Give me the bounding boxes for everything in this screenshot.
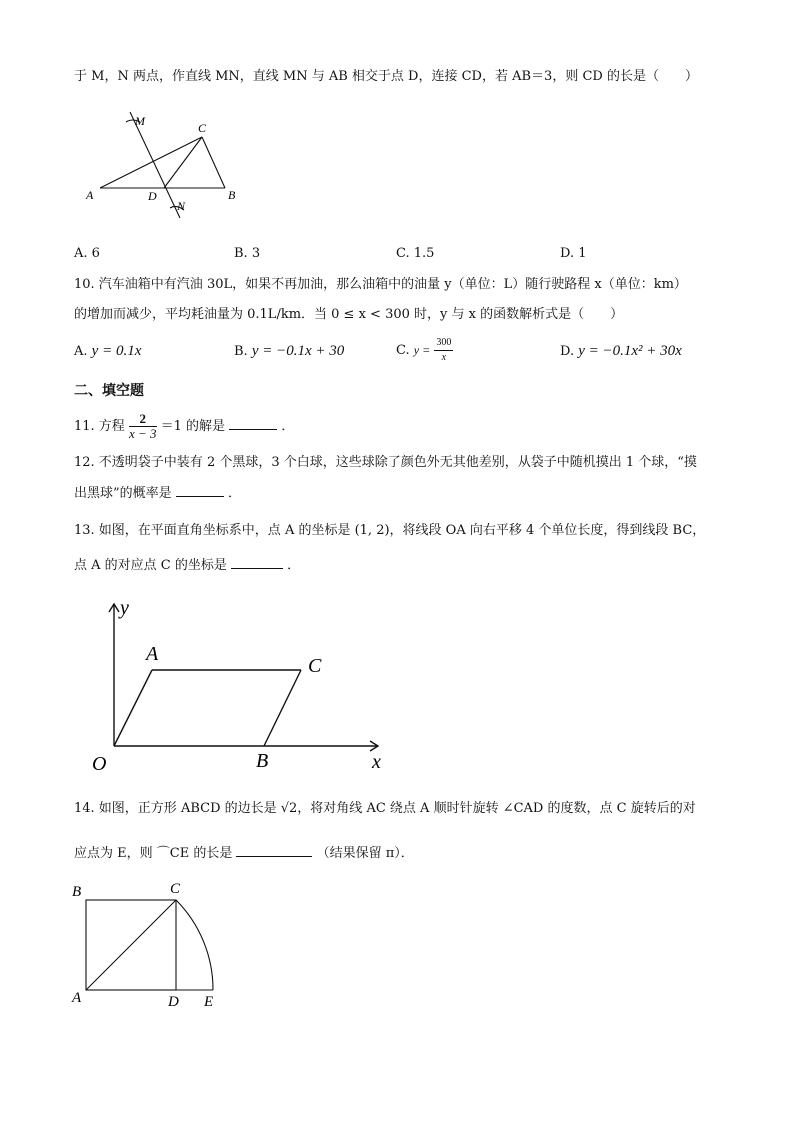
- label-b: B: [256, 750, 269, 772]
- label-e: E: [204, 994, 214, 1010]
- q9-figure: [80, 100, 250, 225]
- q10-option-d-label: D.: [560, 344, 575, 359]
- q11-denominator: x − 3: [128, 426, 157, 441]
- q10-option-b-label: B.: [234, 344, 248, 359]
- section-title: 二、填空题: [74, 383, 144, 399]
- q10-option-d-expr: y = −0.1x² + 30x: [578, 343, 682, 359]
- label-c: C: [308, 655, 322, 677]
- q11-suffix: ＝1 的解是: [160, 419, 226, 434]
- q10-option-c-denominator: x: [441, 352, 447, 363]
- q12-end: ．: [227, 486, 241, 501]
- q14-answer-blank[interactable]: [236, 844, 312, 857]
- q10-option-a-expr: y = 0.1x: [91, 343, 142, 359]
- q13-prefix: 点 A 的对应点 C 的坐标是: [74, 558, 227, 573]
- segment-cd: [164, 137, 202, 188]
- label-m: M: [135, 114, 145, 128]
- label-c: C: [170, 881, 181, 897]
- q14-figure: [64, 876, 234, 1016]
- q14-text-line1: 14. 如图，正方形 ABCD 的边长是 √2，将对角线 AC 绕点 A 顺时针旋转 ∠CAD 的度数，点 C 旋转后的对: [74, 801, 696, 816]
- label-o: O: [92, 753, 107, 775]
- label-d: D: [148, 189, 157, 203]
- q12-prefix: 出黑球”的概率是: [74, 486, 172, 501]
- q13-text-line1: 13. 如图，在平面直角坐标系中，点 A 的坐标是 (1, 2)，将线段 OA 向右平移 4 个单位长度，得到线段 BC，: [74, 523, 706, 538]
- segment-cb: [202, 137, 225, 188]
- label-c: C: [198, 121, 207, 135]
- q11-end: ．: [281, 419, 295, 434]
- q10-option-b-expr: y = −0.1x + 30: [251, 343, 345, 359]
- q10-option-c-label: C.: [396, 343, 410, 358]
- segment-oa: [114, 670, 152, 746]
- q12-text-line2: [74, 484, 241, 503]
- q10-option-a-label: A.: [74, 344, 88, 359]
- q14-suffix: （结果保留 π）．: [316, 846, 414, 861]
- q10-option-c-numerator: 300: [434, 336, 453, 351]
- label-b: B: [228, 188, 236, 202]
- q13-text-line2: [74, 556, 300, 575]
- q11-text: [74, 412, 294, 442]
- q10-option-c: [396, 336, 453, 365]
- q9-option-b: B. 3: [234, 246, 261, 261]
- axis-label-y: y: [120, 597, 129, 619]
- segment-ac: [100, 137, 202, 188]
- q14-prefix: 应点为 E，则 ⌒CE 的长是: [74, 846, 233, 861]
- label-d: D: [168, 994, 179, 1010]
- label-n: N: [177, 199, 186, 213]
- q13-answer-blank[interactable]: [231, 556, 283, 569]
- q10-text-line2: 的增加而减少，平均耗油量为 0.1L/km．当 0 ≤ x < 300 时，y 与 x 的函数解析式是（ ）: [74, 307, 624, 322]
- q14-text-line2: [74, 844, 414, 863]
- diagonal-ac: [86, 900, 176, 990]
- label-a: A: [146, 643, 159, 665]
- q11-answer-blank[interactable]: [229, 417, 277, 430]
- label-a: A: [72, 990, 82, 1006]
- q12-answer-blank[interactable]: [176, 484, 224, 497]
- q9-option-a: A. 6: [74, 246, 100, 261]
- q13-end: ．: [287, 558, 301, 573]
- q9-option-d: D. 1: [560, 246, 587, 261]
- q12-text-line1: 12. 不透明袋子中装有 2 个黑球，3 个白球，这些球除了颜色外无其他差别，从袋子中随机摸出 1 个球，“摸: [74, 455, 697, 470]
- label-b: B: [72, 884, 82, 900]
- q10-option-a: [74, 343, 141, 360]
- q10-option-c-lhs: y =: [413, 343, 431, 357]
- q10-text-line1: 10. 汽车油箱中有汽油 30L，如果不再加油，那么油箱中的油量 y（单位：L）随行驶路程 x（单位：km）: [74, 277, 687, 292]
- q10-option-d: [560, 343, 682, 360]
- q9-text: 于 M，N 两点，作直线 MN，直线 MN 与 AB 相交于点 D，连接 CD，若 AB＝3，则 CD 的长是（ ）: [74, 69, 698, 84]
- q10-option-b: [234, 343, 344, 360]
- axis-label-x: x: [372, 751, 381, 773]
- q11-prefix: 11. 方程: [74, 419, 125, 434]
- q13-figure: [78, 596, 398, 786]
- q11-numerator: 2: [129, 412, 157, 427]
- label-a: A: [86, 188, 94, 202]
- arc-ce: [176, 900, 213, 990]
- segment-cb: [264, 670, 301, 746]
- q9-option-c: C. 1.5: [396, 246, 435, 261]
